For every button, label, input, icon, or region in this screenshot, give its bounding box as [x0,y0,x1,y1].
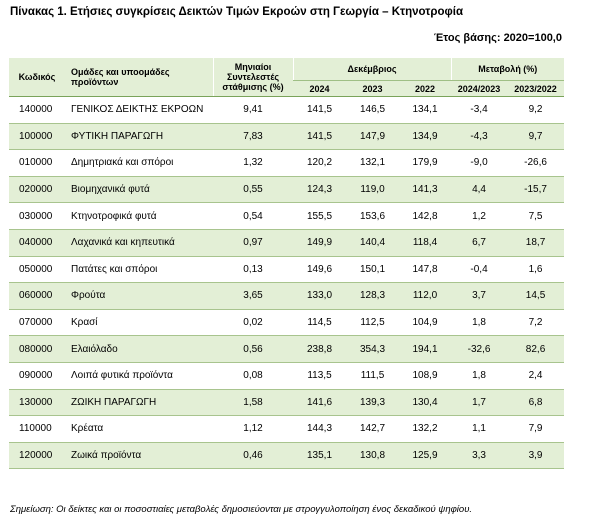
table-row [9,229,564,256]
row-change-2024-2023: -32,6 [451,336,507,363]
row-weight: 0,56 [213,336,293,363]
row-code: 040000 [9,229,65,256]
row-value-2024: 135,1 [293,442,346,469]
row-code: 050000 [9,256,65,283]
row-weight: 0,54 [213,203,293,230]
row-name: Φρούτα [65,283,213,310]
row-change-2024-2023: 3,7 [451,283,507,310]
row-weight: 1,12 [213,416,293,443]
table-row [9,309,564,336]
row-name: Βιομηχανικά φυτά [65,176,213,203]
row-code: 130000 [9,389,65,416]
row-change-2024-2023: -3,4 [451,97,507,124]
row-name: Κρέατα [65,416,213,443]
header-change: Μεταβολή (%) [451,58,564,81]
row-name: Ζωικά προϊόντα [65,442,213,469]
header-weights-line1: Μηνιαίοι [234,62,272,72]
row-value-2022: 118,4 [399,229,451,256]
row-weight: 0,13 [213,256,293,283]
row-value-2024: 144,3 [293,416,346,443]
table-row [9,256,564,283]
header-change-2024-2023: 2024/2023 [451,81,507,97]
row-value-2024: 141,5 [293,123,346,150]
header-year-2023: 2023 [346,81,399,97]
row-change-2024-2023: 1,1 [451,416,507,443]
table-row [9,442,564,469]
row-name: Δημητριακά και σπόροι [65,150,213,177]
table-row [9,123,564,150]
row-value-2023: 150,1 [346,256,399,283]
row-change-2023-2022: -26,6 [507,150,564,177]
row-code: 110000 [9,416,65,443]
row-change-2023-2022: 1,6 [507,256,564,283]
row-value-2022: 134,1 [399,97,451,124]
header-group [65,58,213,97]
row-value-2023: 111,5 [346,362,399,389]
row-value-2023: 146,5 [346,97,399,124]
row-value-2024: 141,6 [293,389,346,416]
row-name: Ελαιόλαδο [65,336,213,363]
row-change-2023-2022: 18,7 [507,229,564,256]
base-year-label: Έτος βάσης: 2020=100,0 [433,32,562,44]
table-row [9,362,564,389]
header-weights [213,58,293,97]
row-name: ΦΥΤΙΚΗ ΠΑΡΑΓΩΓΗ [65,123,213,150]
row-code: 070000 [9,309,65,336]
row-change-2024-2023: -0,4 [451,256,507,283]
row-value-2024: 120,2 [293,150,346,177]
row-value-2022: 142,8 [399,203,451,230]
table-title: Πίνακας 1. Ετήσιες συγκρίσεις Δεικτών Τιμών Εκροών στη Γεωργία – Κτηνοτροφία [10,6,464,18]
row-change-2023-2022: 6,8 [507,389,564,416]
row-value-2022: 179,9 [399,150,451,177]
table-row [9,283,564,310]
row-value-2022: 108,9 [399,362,451,389]
table-row [9,416,564,443]
row-code: 010000 [9,150,65,177]
row-value-2023: 142,7 [346,416,399,443]
row-value-2022: 132,2 [399,416,451,443]
row-weight: 3,65 [213,283,293,310]
header-weights-line2: Συντελεστές [226,72,280,82]
row-value-2023: 112,5 [346,309,399,336]
row-weight: 0,46 [213,442,293,469]
row-code: 030000 [9,203,65,230]
row-change-2024-2023: 6,7 [451,229,507,256]
row-change-2023-2022: 7,9 [507,416,564,443]
row-value-2022: 112,0 [399,283,451,310]
row-change-2024-2023: -9,0 [451,150,507,177]
row-code: 080000 [9,336,65,363]
row-name: ΖΩΙΚΗ ΠΑΡΑΓΩΓΗ [65,389,213,416]
row-value-2024: 149,9 [293,229,346,256]
table-row [9,389,564,416]
row-value-2024: 124,3 [293,176,346,203]
row-value-2022: 104,9 [399,309,451,336]
row-weight: 0,97 [213,229,293,256]
price-index-table [9,58,564,469]
row-value-2023: 130,8 [346,442,399,469]
header-change-2023-2022: 2023/2022 [507,81,564,97]
row-value-2024: 149,6 [293,256,346,283]
row-value-2022: 147,8 [399,256,451,283]
row-change-2023-2022: 7,5 [507,203,564,230]
table-row [9,97,564,124]
row-change-2023-2022: 3,9 [507,442,564,469]
row-name: ΓΕΝΙΚΟΣ ΔΕΙΚΤΗΣ ΕΚΡΟΩΝ [65,97,213,124]
row-change-2023-2022: 82,6 [507,336,564,363]
row-code: 100000 [9,123,65,150]
row-name: Λαχανικά και κηπευτικά [65,229,213,256]
row-weight: 1,32 [213,150,293,177]
table-row [9,176,564,203]
row-value-2024: 113,5 [293,362,346,389]
row-weight: 0,02 [213,309,293,336]
row-value-2024: 155,5 [293,203,346,230]
row-value-2024: 238,8 [293,336,346,363]
row-name: Κτηνοτροφικά φυτά [65,203,213,230]
row-name: Πατάτες και σπόροι [65,256,213,283]
row-name: Λοιπά φυτικά προϊόντα [65,362,213,389]
table-row [9,150,564,177]
row-code: 120000 [9,442,65,469]
row-value-2023: 147,9 [346,123,399,150]
row-weight: 0,08 [213,362,293,389]
row-value-2023: 132,1 [346,150,399,177]
row-value-2022: 194,1 [399,336,451,363]
row-value-2023: 153,6 [346,203,399,230]
row-value-2023: 140,4 [346,229,399,256]
row-change-2023-2022: 14,5 [507,283,564,310]
row-change-2024-2023: 1,7 [451,389,507,416]
table-row [9,336,564,363]
row-value-2024: 133,0 [293,283,346,310]
row-change-2024-2023: 4,4 [451,176,507,203]
header-year-2022: 2022 [399,81,451,97]
row-name: Κρασί [65,309,213,336]
row-change-2023-2022: 2,4 [507,362,564,389]
header-code: Κωδικός [9,58,65,97]
row-change-2024-2023: 1,8 [451,309,507,336]
row-value-2023: 119,0 [346,176,399,203]
header-december: Δεκέμβριος [293,58,451,81]
row-change-2023-2022: 7,2 [507,309,564,336]
row-code: 060000 [9,283,65,310]
header-year-2024: 2024 [293,81,346,97]
row-value-2022: 125,9 [399,442,451,469]
row-value-2022: 130,4 [399,389,451,416]
row-change-2023-2022: 9,7 [507,123,564,150]
row-change-2024-2023: 1,2 [451,203,507,230]
row-value-2024: 114,5 [293,309,346,336]
row-code: 020000 [9,176,65,203]
row-change-2023-2022: -15,7 [507,176,564,203]
row-weight: 1,58 [213,389,293,416]
row-weight: 9,41 [213,97,293,124]
row-value-2022: 141,3 [399,176,451,203]
row-change-2024-2023: 1,8 [451,362,507,389]
row-weight: 0,55 [213,176,293,203]
row-weight: 7,83 [213,123,293,150]
row-change-2023-2022: 9,2 [507,97,564,124]
header-group-line2: προϊόντων [71,77,119,87]
row-code: 090000 [9,362,65,389]
header-group-line1: Ομάδες και υποομάδες [71,67,170,77]
row-value-2023: 139,3 [346,389,399,416]
table-row [9,203,564,230]
row-value-2023: 354,3 [346,336,399,363]
row-code: 140000 [9,97,65,124]
row-change-2024-2023: 3,3 [451,442,507,469]
row-value-2023: 128,3 [346,283,399,310]
row-value-2024: 141,5 [293,97,346,124]
row-value-2022: 134,9 [399,123,451,150]
row-change-2024-2023: -4,3 [451,123,507,150]
header-weights-line3: στάθμισης (%) [222,82,284,92]
footnote: Σημείωση: Οι δείκτες και οι ποσοστιαίες μεταβολές δημοσιεύονται με στρογγυλοποίηση ένος δεκαδικού ψηφίου. [10,504,473,515]
